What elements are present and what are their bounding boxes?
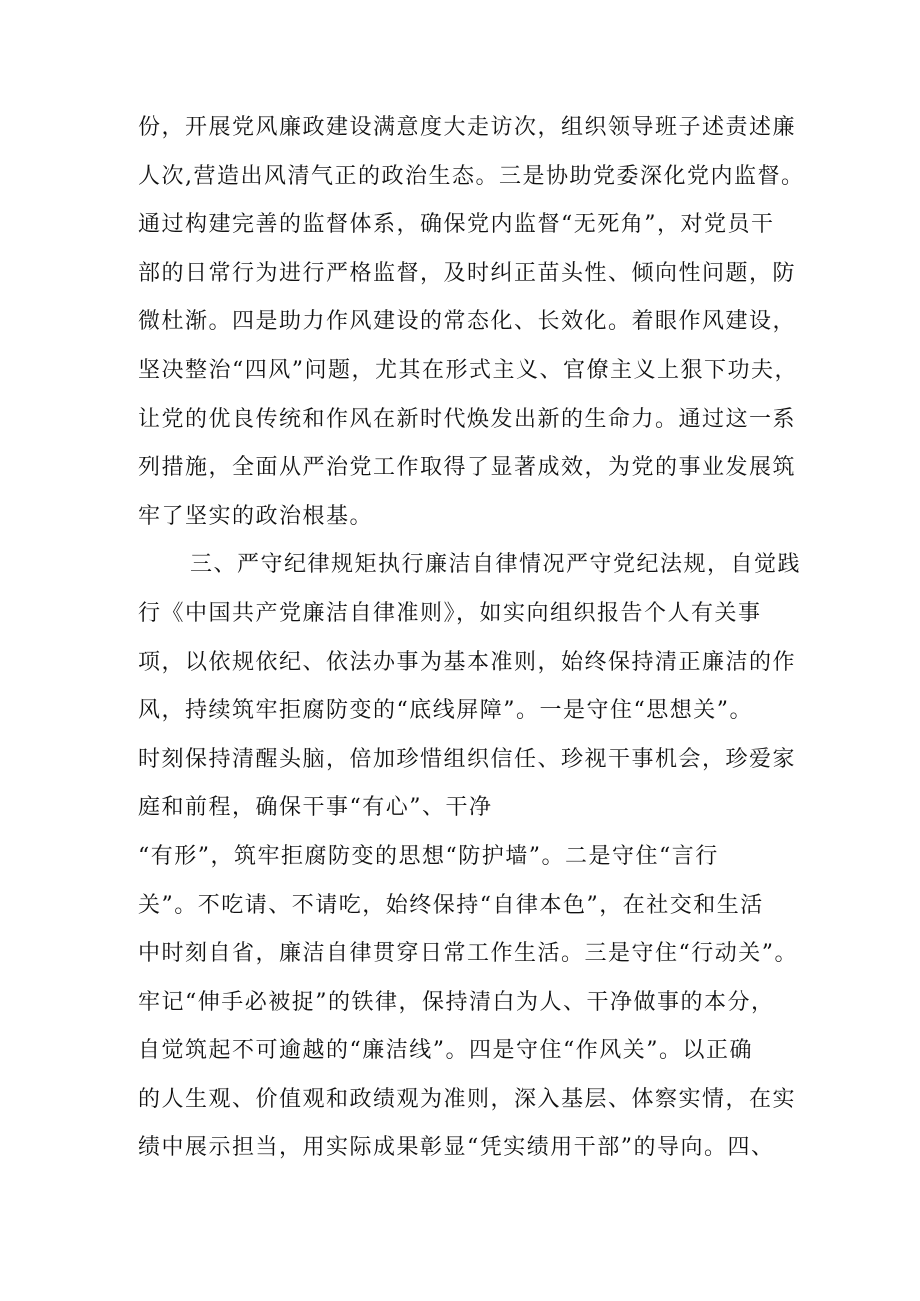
text-line: 自觉筑起不可逾越的“廉洁线”。四是守住“作风关”。以正确	[138, 1038, 753, 1064]
text-line: “有形”，筑牢拒腐防变的思想“防护墙”。二是守住“言行	[138, 843, 719, 869]
text-line: 坚决整治“四风”问题，尤其在形式主义、官僚主义上狠下功夫，	[138, 357, 798, 383]
text-line: 让党的优良传统和作风在新时代焕发出新的生命力。通过这一系	[138, 406, 797, 432]
text-line: 列措施，全面从严治党工作取得了显著成效，为党的事业发展筑	[138, 455, 797, 481]
text-line: 中时刻自省，廉洁自律贯穿日常工作生活。三是守住“行动关”。	[138, 941, 798, 967]
text-line: 风，持续筑牢拒腐防变的“底线屏障”。一是守住“思想关”。	[138, 698, 753, 724]
text-line: 通过构建完善的监督体系，确保党内监督“无死角”，对党员干	[138, 212, 775, 238]
text-line: 行《中国共产党廉洁自律准则》，如实向组织报告个人有关事	[138, 600, 762, 626]
section-heading-line: 三、严守纪律规矩执行廉洁自律情况严守党纪法规，自觉践	[190, 552, 802, 578]
text-line: 人次,营造出风清气正的政治生态。三是协助党委深化党内监督。	[138, 163, 805, 189]
text-line: 牢了坚实的政治根基。	[138, 503, 374, 529]
text-line: 庭和前程，确保干事“有心”、干净	[138, 795, 493, 821]
text-line: 项，以依规依纪、依法办事为基本准则，始终保持清正廉洁的作	[138, 649, 797, 675]
text-line: 微杜渐。四是助力作风建设的常态化、长效化。着眼作风建设，	[138, 309, 797, 335]
text-line: 部的日常行为进行严格监督，及时纠正苗头性、倾向性问题，防	[138, 260, 797, 286]
text-line: 份，开展党风廉政建设满意度大走访次，组织领导班子述责述廉	[138, 115, 797, 140]
text-line: 关”。不吃请、不请吃，始终保持“自律本色”，在社交和生活	[138, 892, 764, 918]
text-line: 时刻保持清醒头脑，倍加珍惜组织信任、珍视干事机会，珍爱家	[138, 746, 797, 772]
document-body	[138, 104, 818, 1173]
text-line: 的人生观、价值观和政绩观为准则，深入基层、体察实情，在实	[138, 1086, 797, 1112]
text-line: 牢记“伸手必被捉”的铁律，保持清白为人、干净做事的本分，	[138, 989, 775, 1015]
text-line: 绩中展示担当，用实际成果彰显“凭实绩用干部”的导向。四、	[138, 1135, 775, 1161]
